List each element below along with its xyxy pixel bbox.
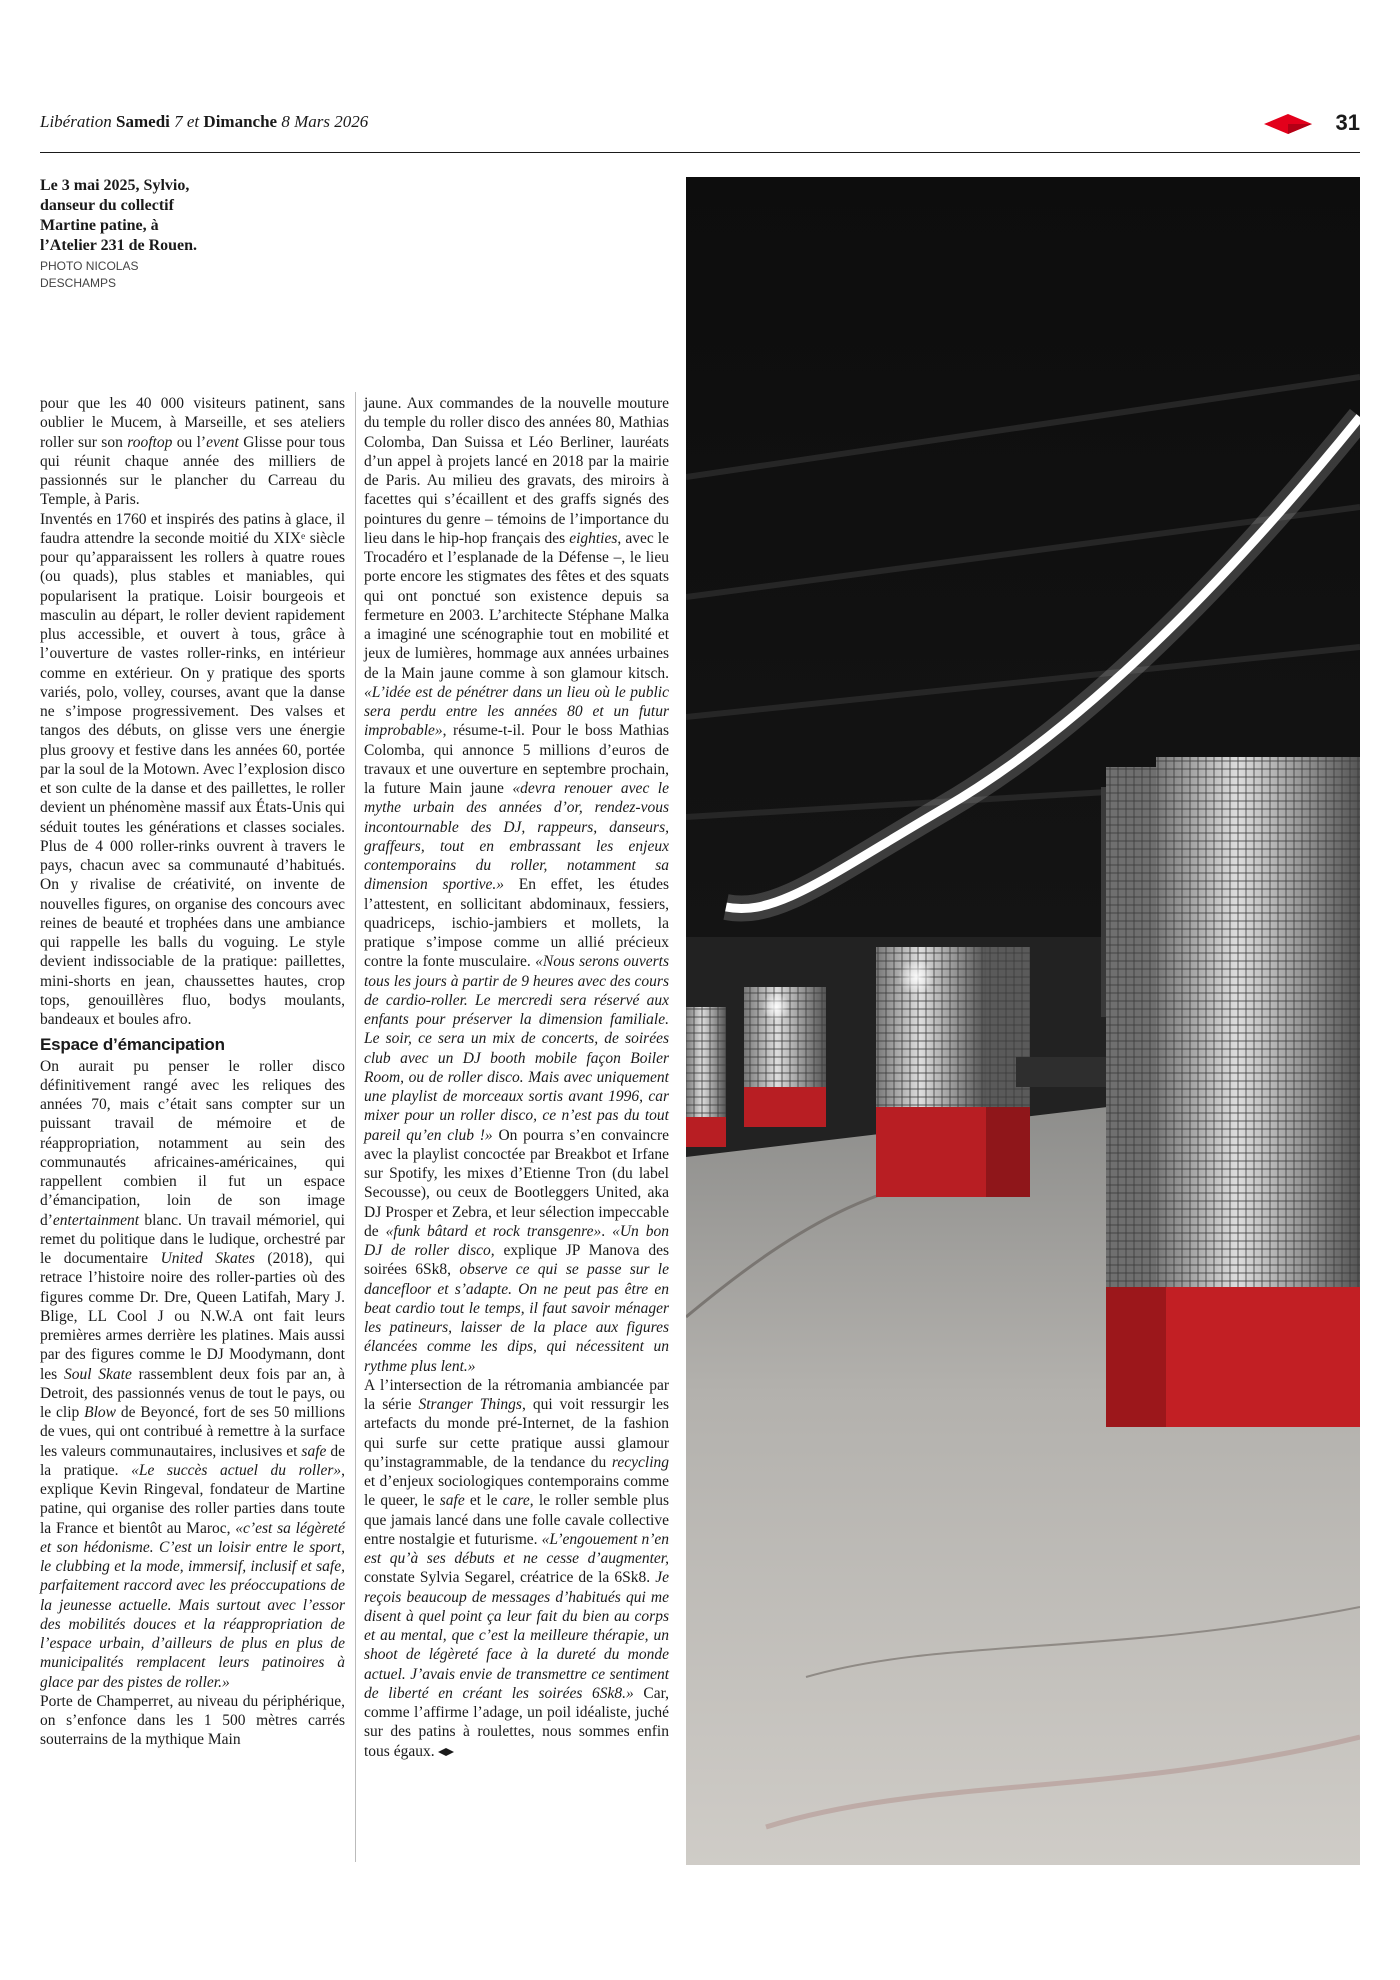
caption-text: Le 3 mai 2025, Sylvio, danseur du collectif Martine patine, à l’Atelier 231 de Rouen. — [40, 177, 198, 254]
article-column-2 — [364, 394, 669, 1761]
header-date: 8 Mars 2026 — [281, 112, 369, 131]
column-divider — [355, 392, 356, 1862]
header-dateline — [40, 112, 368, 132]
end-of-article-icon — [438, 1748, 454, 1756]
subheading: Espace d’émancipation — [40, 1035, 225, 1055]
paragraph: Inventés en 1760 et inspirés des patins à glace, il faudra attendre la seconde moitié du XIXᵉ siècle pour qu’apparaissent les rollers à quatre roues (ou quads), plus stables et maniables, qui popularisent la pratique. Loisir bourgeois et masculin au départ, le roller devient rapidement plus accessible, et ouvert à tous, grâce à l’ouverture de vastes roller-rinks, en intérieur comme en extérieur. On y pratique des sports variés, polo, volley, courses, avant que la danse ne s’impose progressivement. Des valses et tangos des débuts, on glisse vers une énergie plus groovy et festive dans les années 60, portée par la soul de la Motown. Avec l’explosion disco et son culte de la danse et des paillettes, le roller devient un phénomène massif aux États-Unis qui séduit toutes les générations et classes sociales. Plus de 4 000 roller-rinks ouvrent à travers le pays, chacun avec sa communauté d’habitués. On y rivalise de créativité, on invente de nouvelles figures, on organise des concours avec reines de beauté et trophées dans une ambiance qui rappelle les balls du voguing. Le style devient indissociable de la pratique: paillettes, mini-shorts en jean, chaussettes hautes, crop tops, genouillères fluo, bodys moulants, bandeaux et boules afro. — [40, 510, 345, 1028]
paragraph: Porte de Champerret, au niveau du périphérique, on s’enfonce dans les 1 500 mètres carrés souterrains de la mythique Main — [40, 1692, 345, 1749]
liberation-diamond-icon — [1264, 114, 1312, 134]
paragraph: jaune. Aux commandes de la nouvelle mouture du temple du roller disco des années 80, Mathias Colomba, Dan Suissa et Léo Berliner, lauréats d’un appel à projets lancé en 2018 par la mairie de Paris. Au milieu des gravats, des miroirs à facettes qui s’écaillent et des graffs signés des pointures du genre – témoins de l’importance du lieu dans le hip-hop français des eighties, avec le Trocadéro et l’esplanade de la Défense –, le lieu porte encore les stigmates des fêtes et des squats qui ont ponctué son existence depuis sa fermeture en 2003. L’architecte Stéphane Malka a imaginé une scénographie tout en mobilité et jeux de lumières, hommage aux années urbaines de la Main jaune comme à son glamour kitsch. «L’idée est de pénétrer dans un lieu où le public sera perdu entre les années 80 et un futur improbable», résume-t-il. Pour le boss Mathias Colomba, qui annonce 5 millions d’euros de travaux et une ouverture en septembre prochain, la future Main jaune «devra renouer avec le mythe urbain des années d’or, rendez-vous incontournable des DJ, rappeurs, danseurs, graffeurs, tout en embrassant les enjeux contemporains du roller, notamment sa dimension sportive.» En effet, les études l’attestent, en sollicitant abdominaux, fessiers, quadriceps, ischio-jambiers et mollets, la pratique s’impose comme un allié précieux contre la fonte musculaire. «Nous serons ouverts tous les jours à partir de 9 heures avec des cours de cardio-roller. Le mercredi sera réservé aux enfants pour préserver la dimension familiale. Le soir, ce sera un mix de concerts, de soirées club avec un DJ booth mobile façon Boiler Room, ou de roller disco. Mais avec uniquement une playlist de morceaux sortis avant 1996, car mixer pour un roller disco, ce n’est pas du tout pareil qu’en club !» On pourra s’en convaincre avec la playlist concoctée par Breakbot et Irfane sur Spotify, les mixes d’Etienne Tron (du label Secousse), ou ceux de Bootleggers United, aka DJ Prosper et Zebra, et leur sélection impeccable de «funk bâtard et rock transgenre». «Un bon DJ de roller disco, explique JP Manova des soirées 6Sk8, observe ce qui se passe sur le dancefloor et s’adapte. On ne peut pas être en beat cardio tout le temps, il faut savoir ménager les patineurs, laisser de la place aux figures élancées comme les dips, qui nécessitent un rythme plus lent.» — [364, 395, 670, 1375]
photo-credit: PHOTO NICOLAS DESCHAMPS — [40, 259, 139, 290]
page-number: 31 — [1335, 110, 1360, 135]
photo-caption — [40, 176, 200, 292]
header-conj: 7 et — [174, 112, 200, 131]
header-day1: Samedi — [116, 112, 170, 131]
paragraph: On aurait pu penser le roller disco définitivement rangé avec les reliques des années 70, mais c’était sans compter sur un puissant travail de mémoire et de réappropriation, notamment au sein des communautés africaines-américaines, qui rappellent combien il fut un espace d’émancipation, loin de son image d’entertainment blanc. Un travail mémoriel, qui remet du politique dans le ludique, orchestré par le documentaire United Skates (2018), qui retrace l’histoire noire des roller-parties où des figures comme Dr. Dre, Queen Latifah, Mary J. Blige, LL Cool J ou N.W.A ont fait leurs premières armes derrière les platines. Mais aussi par des figures comme le DJ Moodymann, dont les Soul Skate rassemblent deux fois par an, à Detroit, des passionnés venus de tout le pays, ou le clip Blow de Beyoncé, fort de ses 50 millions de vues, qui ont contribué à remettre à la surface les valeurs communautaires, inclusives et safe de la pratique. «Le succès actuel du roller», explique Kevin Ringeval, fondateur de Martine patine, qui organise des roller parties dans toute la France et bientôt au Maroc, «c’est sa légèreté et son hédonisme. C’est un loisir entre le sport, le clubbing et la mode, immersif, inclusif et safe, parfaitement raccord avec les préoccupations de la jeunesse actuelle. Mais surtout avec l’essor des mobilités douces et la réappropriation de l’espace urbain, d’ailleurs de plus en plus de municipalités remplacent leurs patinoires à glace par des pistes de roller.» — [40, 1057, 346, 1691]
publication-name: Libération — [40, 112, 112, 131]
paragraph: A l’intersection de la rétromania ambiancée par la série Stranger Things, qui voit ressurgir les artefacts du monde pré-Internet, de la fashion qui surfe sur cette pratique aussi glamour qu’instagrammable, de la tendance du recycling et d’enjeux sociologiques contemporains comme le queer, le safe et le care, le roller semble plus que jamais lancé dans une folle cavale collective entre nostalgie et futurisme. «L’engouement n’en est qu’à ses débuts et ne cesse d’augmenter, constate Sylvia Segarel, créatrice de la 6Sk8. Je reçois beaucoup de messages d’habitués qui me disent à quel point ça leur fait du bien au corps et au mental, que c’est la meilleure thérapie, un shoot de légèreté face à la dureté du monde actuel. J’avais envie de transmettre ce sentiment de liberté en créant les soirées 6Sk8.» Car, comme l’affirme l’adage, un poil idéaliste, juché sur des patins à roulettes, nous sommes enfin tous égaux. — [364, 1376, 670, 1760]
header-day2: Dimanche — [203, 112, 278, 131]
photo-underground-rink-icon — [686, 177, 1360, 1865]
paragraph: pour que les 40 000 visiteurs patinent, sans oublier le Mucem, à Marseille, et ses ateliers roller sur son rooftop ou l’event Glisse pour tous qui réunit chaque année des milliers de passionnés sur le plancher du Carreau du Temple, à Paris. — [40, 395, 346, 509]
article-column-1 — [40, 394, 345, 1750]
page-header — [40, 108, 1360, 153]
article-photo — [686, 177, 1360, 1865]
